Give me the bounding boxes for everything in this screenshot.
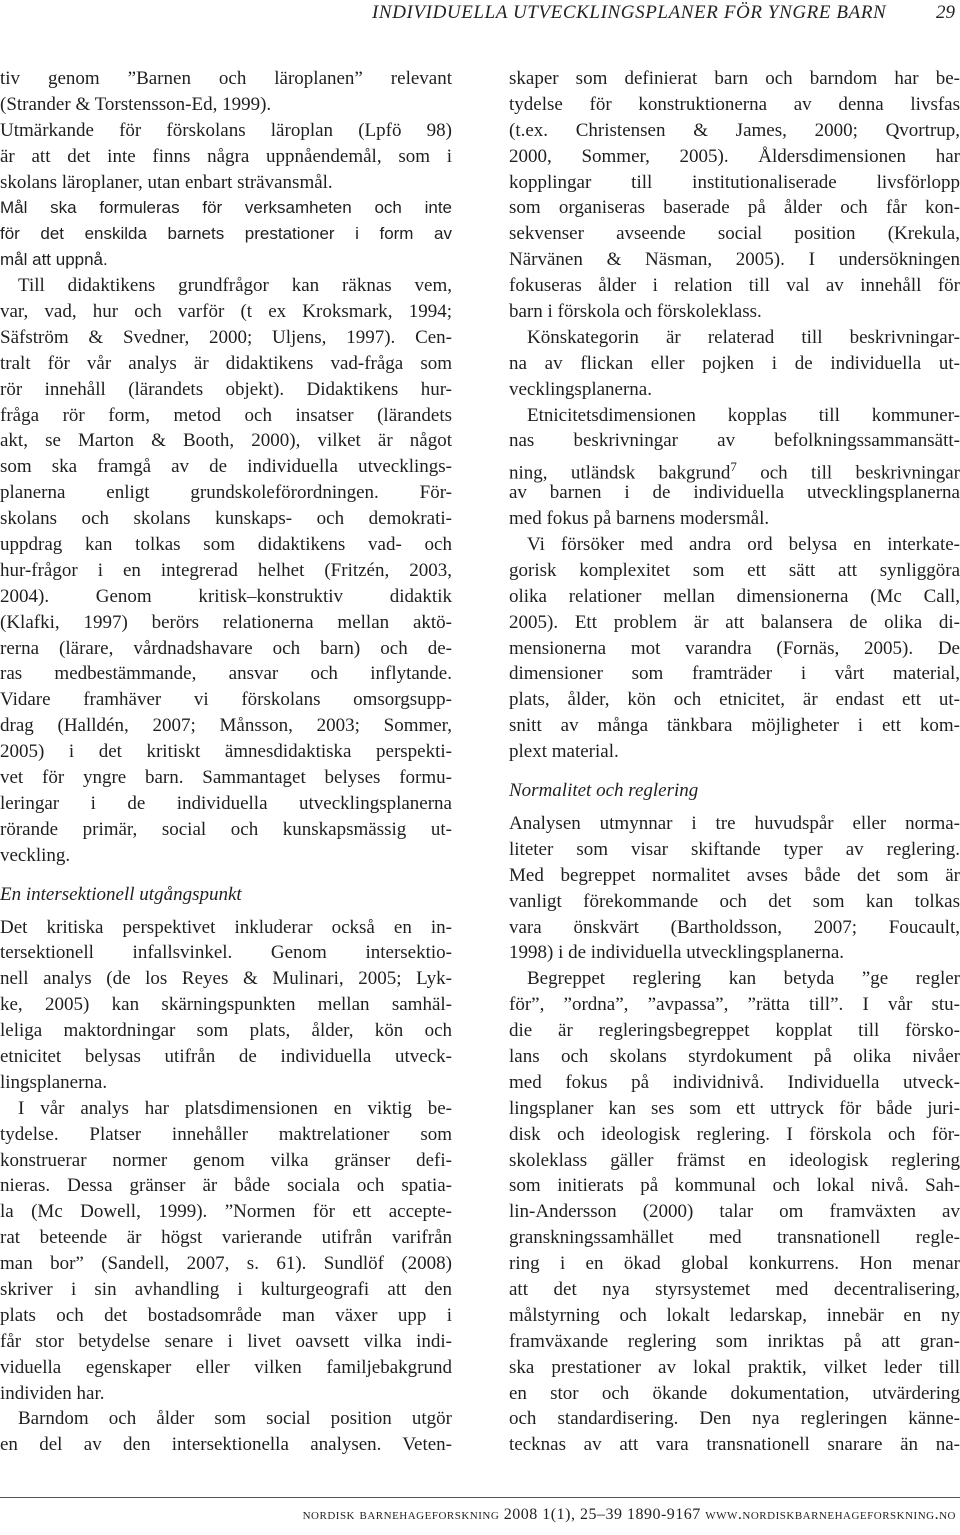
text-line: vet för yngre barn. Sammantaget belyses formu-	[0, 767, 452, 789]
text-line: planerna enligt grundskoleförordningen. För-	[0, 482, 452, 504]
text-fragment: och till beskrivningar	[736, 462, 960, 484]
text-line: Analysen utmynnar i tre huvudspår eller norma-	[509, 812, 960, 834]
text-line: som initierats på kommunal och lokal nivå. Sah-	[509, 1175, 960, 1197]
text-line: skriver i sin avhandling i kulturgeografi att den	[0, 1278, 452, 1300]
text-line: vara önskvärt (Bartholdsson, 2007; Foucault,	[509, 916, 960, 938]
text-line: 2004). Genom kritisk–konstruktiv didaktik	[0, 585, 452, 607]
text-line: med fokus på barnens modersmål.	[509, 508, 770, 530]
text-line: uppdrag kan tolkas som didaktikens vad- och	[0, 534, 452, 556]
text-line: Säfström & Svedner, 2000; Uljens, 1997). Cen-	[0, 326, 452, 348]
text-line: hur-frågor i en integrerad helhet (Fritzén, 2003,	[0, 559, 452, 581]
text-line: nell analys (de los Reyes & Mulinari, 2005; Lyk-	[0, 968, 452, 990]
text-line: vanligt förekommande och det som kan tolkas	[509, 890, 960, 912]
section-heading: En intersektionell utgångspunkt	[0, 883, 242, 905]
text-line: Vidare framhäver vi förskolans omsorgsupp-	[0, 689, 452, 711]
footer-rule	[0, 1497, 960, 1498]
text-line: av barnen i de individuella utvecklingsplanerna	[509, 482, 960, 504]
text-line: individen har.	[0, 1382, 105, 1404]
text-line: lin-Andersson (2000) talar om framväxten av	[509, 1201, 960, 1223]
left-column	[0, 66, 452, 1458]
text-line: 2005). Ett problem är att balansera de olika di-	[509, 611, 960, 633]
text-line: nas beskrivningar av befolkningssammansätt-	[509, 430, 960, 452]
text-line	[509, 454, 960, 484]
text-line: fokuseras ålder i relation till val av innehåll för	[509, 275, 960, 297]
text-line: olika relationer mellan dimensionerna (Mc Call,	[509, 585, 960, 607]
text-line: na av flickan eller pojken i de individuella ut-	[509, 352, 960, 374]
text-line: konstruerar normer genom vilka gränser defi-	[0, 1149, 452, 1171]
text-line: framväxande reglering som inriktas på att gran-	[509, 1330, 960, 1352]
page-number: 29	[936, 2, 955, 23]
text-line: fråga rör form, metod och insatser (lärandets	[0, 404, 452, 426]
text-line: viduella egenskaper eller vilken familjebakgrund	[0, 1356, 452, 1378]
text-line: lingsplanerna.	[0, 1071, 108, 1093]
text-line: (t.ex. Christensen & James, 2000; Qvortrup,	[509, 119, 960, 141]
text-line: leliga maktordningar som plats, ålder, kön och	[0, 1020, 452, 1042]
text-line: tiv genom ”Barnen och läroplanen” relevant	[0, 68, 452, 89]
text-line: rörande primär, social och kunskapsmässig ut-	[0, 818, 452, 840]
text-line: en del av den intersektionella analysen. Veten-	[0, 1434, 452, 1456]
text-line: rerna (lärare, vårdnadshavare och barn) och de-	[0, 637, 452, 659]
text-line: nieras. Dessa gränser är både sociala och spatia-	[0, 1175, 452, 1197]
text-line: rat beteende är högst varierande utifrån varifrån	[0, 1227, 452, 1249]
right-column	[509, 66, 960, 1458]
text-line: snitt av många tänkbara möjligheter i ett kom-	[509, 715, 960, 737]
text-line: och standardisering. Den nya regleringen känne-	[509, 1408, 960, 1430]
text-line: Utmärkande för förskolans läroplan (Lpfö 98)	[0, 119, 452, 141]
text-line: die är regleringsbegreppet kopplat till försko-	[509, 1020, 960, 1042]
text-line: skoleklass gäller främst en ideologisk reglering	[509, 1149, 960, 1171]
text-line: skaper som definierat barn och barndom har be-	[509, 68, 960, 89]
text-line: plats, ålder, kön och etnicitet, är endast ett ut-	[509, 689, 960, 711]
text-line: som organiseras baserade på ålder och får kon-	[509, 197, 960, 219]
text-line: rör innehåll (lärandets objekt). Didaktikens hur-	[0, 378, 452, 400]
text-line: lans och skolans styrdokument på olika nivåer	[509, 1045, 960, 1067]
section-heading: Normalitet och reglering	[509, 780, 699, 802]
footer-citation: nordisk barnehageforskning 2008 1(1), 25–39 1890-9167 www.nordiskbarnehageforskning.no	[302, 1506, 956, 1523]
text-fragment: ning, utländsk bakgrund	[509, 462, 731, 484]
text-line: granskningssamhället med transnationell regle-	[509, 1227, 960, 1249]
page-footer	[0, 1497, 960, 1527]
text-line: målstyrning och lokalt ledarskap, innebär en ny	[509, 1304, 960, 1326]
text-line: tecknas av att vara transnationell snarare än na-	[509, 1434, 960, 1456]
text-line: som ska framgå av de individuella utvecklings-	[0, 456, 452, 478]
text-line: leringar i de individuella utvecklingsplanerna	[0, 792, 452, 814]
text-line: 1998) i de individuella utvecklingsplanerna.	[509, 942, 845, 964]
text-line: plats och det bostadsområde man växer upp i	[0, 1304, 452, 1326]
text-line: drag (Halldén, 2007; Månsson, 2003; Sommer,	[0, 715, 452, 737]
text-line: ska prestationer av lokal praktik, vilket leder till	[509, 1356, 960, 1378]
text-line: Mål ska formuleras för verksamheten och inte	[0, 198, 452, 218]
text-line: för”, ”ordna”, ”avpassa”, ”rätta till”. I vår stu-	[509, 994, 960, 1016]
text-line: skolans läroplaner, utan enbart strävansmål.	[0, 171, 333, 193]
text-line: att det nya styrsystemet med decentralisering,	[509, 1278, 960, 1300]
text-line: (Strander & Torstensson-Ed, 1999).	[0, 93, 272, 115]
text-line: veckling.	[0, 844, 71, 866]
text-line: Det kritiska perspektivet inkluderar också en in-	[0, 916, 452, 938]
text-line: för det enskilda barnets prestationer i form av	[0, 224, 452, 244]
text-line: Närvänen & Näsman, 2005). I undersökningen	[509, 249, 960, 271]
text-line: tersektionell infallsvinkel. Genom intersektio-	[0, 942, 452, 964]
text-line: ras medbestämmande, ansvar och inflytande.	[0, 663, 452, 685]
text-line: mål att uppnå.	[0, 250, 108, 270]
text-line: akt, se Marton & Booth, 2000), vilket är något	[0, 430, 452, 452]
footnote-marker: 7	[730, 459, 737, 475]
text-line: tydelse. Platser innehåller maktrelationer som	[0, 1123, 452, 1145]
text-line: I vår analys har platsdimensionen en viktig be-	[18, 1097, 452, 1119]
text-line: Begreppet reglering kan betyda ”ge regler	[527, 968, 960, 990]
text-line: var, vad, hur och varför (t ex Kroksmark, 1994;	[0, 301, 452, 323]
text-line: Vi försöker med andra ord belysa en interkate-	[527, 534, 960, 556]
text-line: gorisk komplexitet som ett sätt att synliggöra	[509, 559, 960, 581]
text-line: med fokus på individnivå. Individuella utveck-	[509, 1071, 960, 1093]
text-line: dimensioner som framträder i vårt material,	[509, 663, 960, 685]
text-line: 2000, Sommer, 2005). Åldersdimensionen har	[509, 145, 960, 167]
text-line: lingsplaner kan ses som ett uttryck för både juri-	[509, 1097, 960, 1119]
text-line: Barndom och ålder som social position utgör	[18, 1408, 452, 1430]
running-head	[0, 0, 960, 34]
text-line: en stor och ökande dokumentation, utvärdering	[509, 1382, 960, 1404]
text-line: (Klafki, 1997) berörs relationerna mellan aktö-	[0, 611, 452, 633]
text-line: disk och ideologisk reglering. I förskola och för-	[509, 1123, 960, 1145]
text-line: kopplingar till institutionaliserade livsförlopp	[509, 171, 960, 193]
text-line: Med begreppet normalitet avses både det som är	[509, 864, 960, 886]
text-line: vecklingsplanerna.	[509, 378, 652, 400]
text-line: Könskategorin är relaterad till beskrivningar-	[527, 326, 960, 348]
text-line: Etnicitetsdimensionen kopplas till kommuner-	[527, 404, 960, 426]
text-line: sekvenser avseende social position (Krekula,	[509, 223, 960, 245]
text-line: liteter som visar skiftande typer av reglering.	[509, 838, 960, 860]
text-line: 2005) i det kritiskt ämnesdidaktiska perspekti-	[0, 741, 452, 763]
text-line: Till didaktikens grundfrågor kan räknas vem,	[18, 275, 452, 297]
text-line: mensionerna mot varandra (Fornäs, 2005). De	[509, 637, 960, 659]
text-line: etnicitet belysas utifrån de individuella utveck-	[0, 1045, 452, 1067]
running-head-title: INDIVIDUELLA UTVECKLINGSPLANER FÖR YNGRE BARN	[372, 2, 887, 23]
text-line: skolans och skolans kunskaps- och demokrati-	[0, 508, 452, 530]
text-line: plext material.	[509, 741, 619, 763]
text-line: får stor betydelse senare i livet oavsett vilka indi-	[0, 1330, 452, 1352]
text-line: tydelse för konstruktionerna av denna livsfas	[509, 93, 960, 115]
text-line: tralt för vår analys är didaktikens vad-fråga som	[0, 352, 452, 374]
text-line: är att det inte finns några uppnåendemål, som i	[0, 145, 452, 167]
text-line: barn i förskola och förskoleklass.	[509, 301, 762, 323]
text-line: ring i en ökad global konkurrens. Hon menar	[509, 1253, 960, 1275]
text-line: la (Mc Dowell, 1999). ”Normen för ett accepte-	[0, 1201, 452, 1223]
text-line: man bor” (Sandell, 2007, s. 61). Sundlöf (2008)	[0, 1253, 452, 1275]
text-line: ke, 2005) kan skärningspunkten mellan samhäl-	[0, 994, 452, 1016]
